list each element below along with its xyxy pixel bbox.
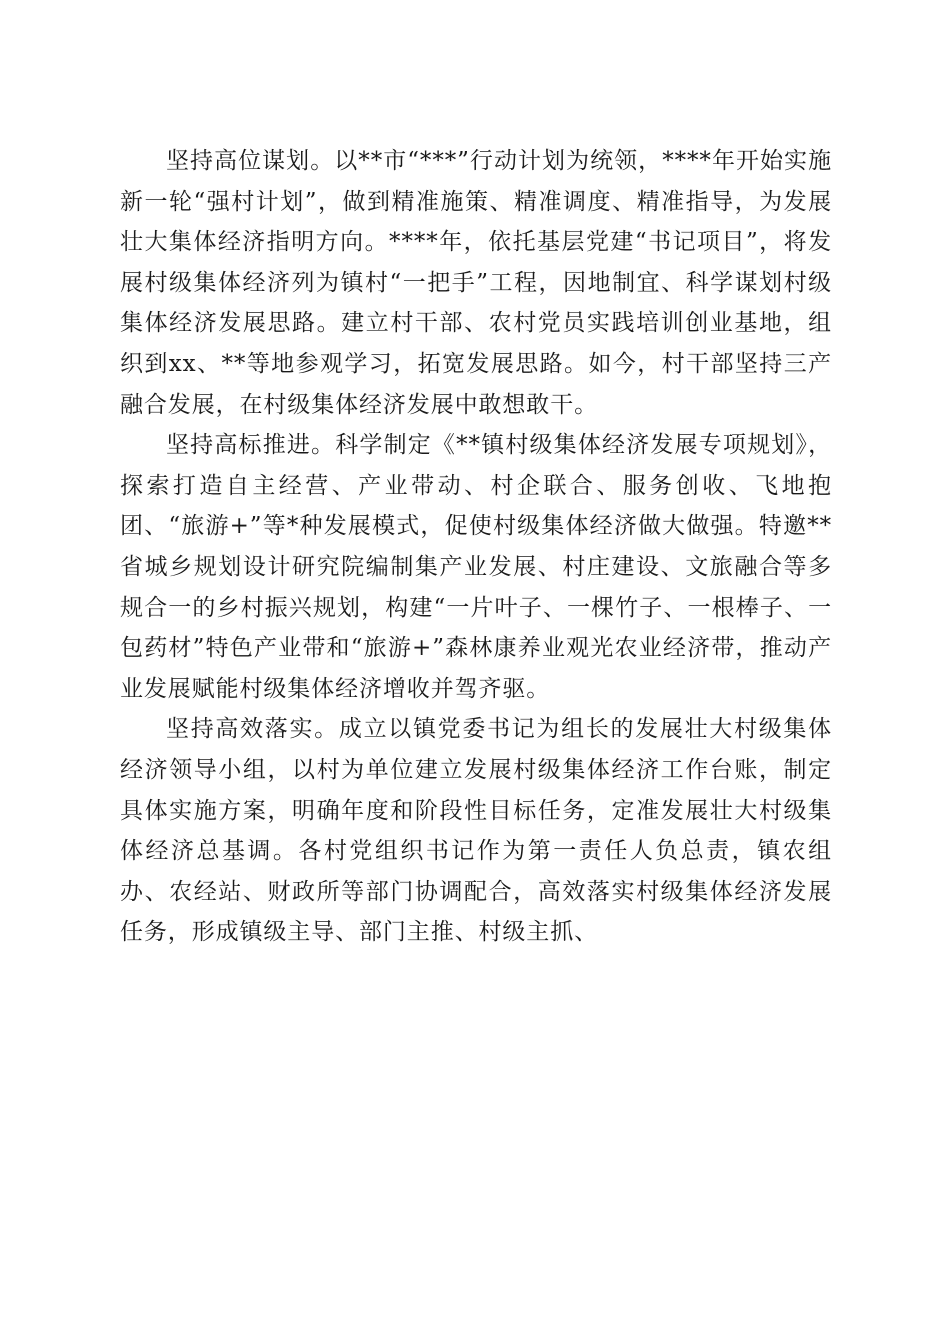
paragraph-high-standard-promotion: 坚持高标推进。科学制定《**镇村级集体经济发展专项规划》，探索打造自主经营、产业带动、村企联合、服务创收、飞地抱团、“旅游+”等*种发展模式，促使村级集体经济做大做强。特邀**省城乡规划设计研究院编制集产业发展、村庄建设、文旅融合等多规合一的乡村振兴规划，构建“一片叶子、一棵竹子、一根棒子、一包药材”特色产业带和“旅游+”森林康养业观光农业经济带，推动产业发展赋能村级集体经济增收并驾齐驱。 — [120, 432, 832, 702]
paragraph-efficient-implementation: 坚持高效落实。成立以镇党委书记为组长的发展壮大村级集体经济领导小组，以村为单位建立发展村级集体经济工作台账，制定具体实施方案，明确年度和阶段性目标任务，定准发展壮大村级集体经济总基调。各村党组织书记作为第一责任人负总责，镇农组办、农经站、财政所等部门协调配合，高效落实村级集体经济发展任务，形成镇级主导、部门主推、村级主抓、 — [120, 716, 832, 946]
paragraph-high-level-planning: 坚持高位谋划。以**市“***”行动计划为统领，****年开始实施新一轮“强村计划”，做到精准施策、精准调度、精准指导，为发展壮大集体经济指明方向。****年，依托基层党建“书记项目”，将发展村级集体经济列为镇村“一把手”工程，因地制宜、科学谋划村级集体经济发展思路。建立村干部、农村党员实践培训创业基地，组织到xx、**等地参观学习，拓宽发展思路。如今，村干部坚持三产融合发展，在村级集体经济发展中敢想敢干。 — [120, 148, 832, 418]
document-body — [120, 141, 832, 953]
